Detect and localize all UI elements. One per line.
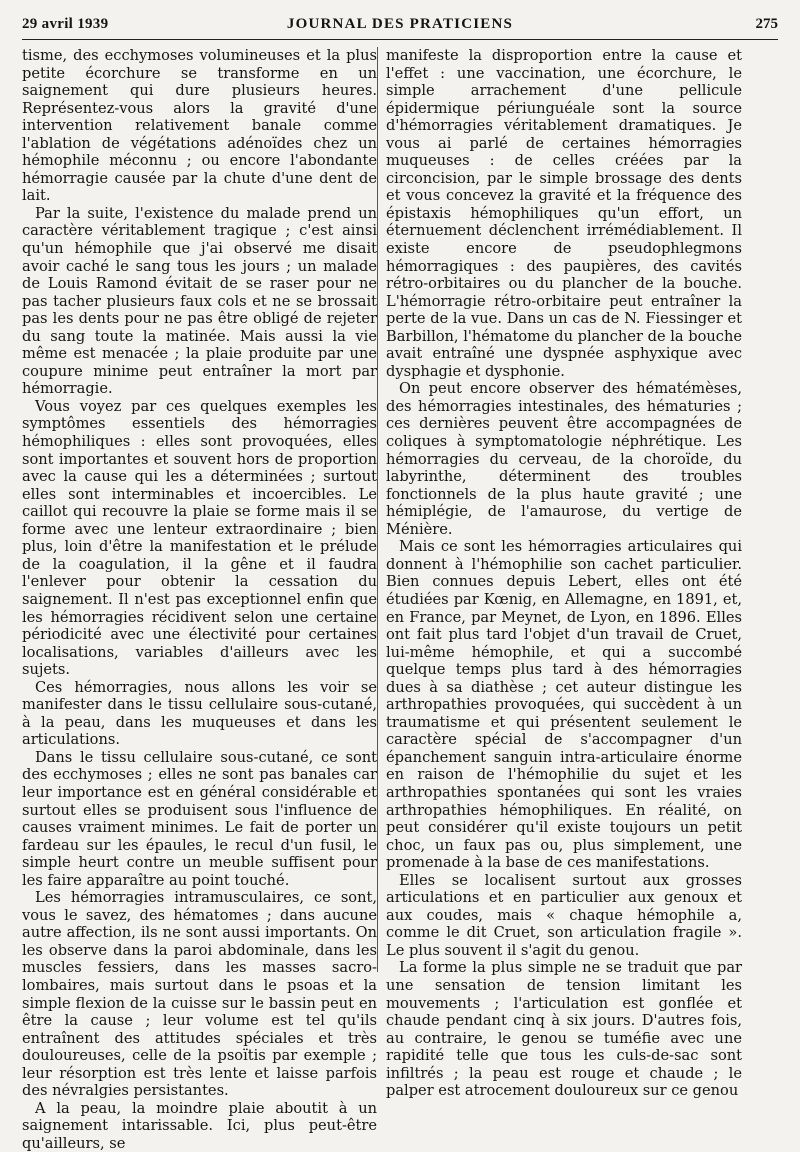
paragraph: Les hémorragies intramusculaires, ce sont, vous le savez, des hématomes ; dans aucune autre affection, ils ne sont aussi importants. On les observe dans la paroi abdominale, dans les muscles fessiers, dans les masses sacro-lombaires, mais surtout dans le psoas et la simple flexion de la cuisse sur le bassin peut en être la cause ; leur volume est tel qu'ils entraînent des attitudes spéciales et très douloureuses, celle de la psoïtis par exemple ; leur résorption est très lente et laisse parfois des névralgies persistantes. <box>22 889 377 1100</box>
paragraph: Par la suite, l'existence du malade prend un caractère véritablement tragique ; c'est ainsi qu'un hémophile que j'ai observé me disait avoir caché le sang tous les jours ; un malade de Louis Ramond évitait de se raser pour ne pas tacher plusieurs faux cols et ne se brossait pas les dents pour ne pas être obligé de rejeter du sang toute la matinée. Mais aussi la vie même est menacée ; la plaie produite par une coupure minime peut entraîner la mort par hémorragie. <box>22 204 377 398</box>
paragraph: Dans le tissu cellulaire sous-cutané, ce sont des ecchymoses ; elles ne sont pas banales car leur importance est en général considérable et surtout elles se produisent sous l'influence de causes vraiment minimes. Le fait de porter un fardeau sur les épaules, le recul d'un fusil, le simple heurt contre un meuble suffisent pour les faire apparaître au point touché. <box>22 748 377 889</box>
header-date: 29 avril 1939 <box>22 16 109 32</box>
page-header <box>22 14 778 36</box>
paragraph: Elles se localisent surtout aux grosses articulations et en particulier aux genoux et aux coudes, mais « chaque hémophile a, comme le dit Cruet, son articulation fragile ». Le plus souvent il s'agit du genou. <box>386 871 742 959</box>
paragraph: tisme, des ecchymoses volumineuses et la plus petite écorchure se transforme en un saignement qui dure plusieurs heures. Représentez-vous alors la gravité d'une intervention relativement banale comme l'ablation de végétations adénoïdes chez un hémophile méconnu ; ou encore l'abondante hémorragie causée par la chute d'une dent de lait. <box>22 47 377 205</box>
left-column <box>22 47 377 1152</box>
journal-title: JOURNAL DES PRATICIENS <box>286 16 514 32</box>
paragraph: On peut encore observer des hématémèses, des hémorragies intestinales, des hématuries ; ces dernières peuvent être accompagnées de coliques à symptomatologie néphrétique. Les hémorragies du cerveau, de la choroïde, du labyrinthe, déterminent des troubles fonctionnels de la plus haute gravité ; une hémiplégie, de l'amaurose, du vertige de Ménière. <box>386 380 742 538</box>
right-column <box>386 47 742 1100</box>
header-rule <box>22 39 778 40</box>
paragraph: Ces hémorragies, nous allons les voir se manifester dans le tissu cellulaire sous-cutané, à la peau, dans les muqueuses et dans les articulations. <box>22 678 377 749</box>
page-number: 275 <box>755 16 778 32</box>
paragraph: Vous voyez par ces quelques exemples les symptômes essentiels des hémorragies hémophiliques : elles sont provoquées, elles sont importantes et souvent hors de proportion avec la cause qui les a déterminées ; surtout elles sont interminables et incoercibles. Le caillot qui recouvre la plaie se forme mais il se forme avec une lenteur extraordinaire ; bien plus, loin d'être la manifestation et le prélude de la coagulation, il la gêne et il faudra l'enlever pour obtenir la cessation du saignement. Il n'est pas exceptionnel enfin que les hémorragies récidivent selon une certaine périodicité avec une électivité pour certaines localisations, variables d'ailleurs avec les sujets. <box>22 397 377 679</box>
paragraph: La forme la plus simple ne se traduit que par une sensation de tension limitant les mouvements ; l'articulation est gonflée et chaude pendant cinq à six jours. D'autres fois, au contraire, le genou se tuméfie avec une rapidité telle que tous les culs-de-sac sont infiltrés ; la peau est rouge et chaude ; le palper est atrocement douloureux sur ce genou <box>386 959 742 1100</box>
paragraph: manifeste la disproportion entre la cause et l'effet : une vaccination, une écorchure, le simple arrachement d'une pellicule épidermique périunguéale sont la source d'hémorragies véritablement dramatiques. Je vous ai parlé de certaines hémorragies muqueuses : de celles créées par la circoncision, par le simple brossage des dents et vous concevez la gravité et la fréquence des épistaxis hémophiliques qu'un effort, un éternuement déclenchent irrémédiablement. Il existe encore de pseudophlegmons hémorragiques : des paupières, des cavités rétro-orbitaires ou du plancher de la bouche. L'hémorragie rétro-orbitaire peut entraîner la perte de la vue. Dans un cas de N. Fiessinger et Barbillon, l'hématome du plancher de la bouche avait entraîné une dyspnée asphyxique avec dysphagie et dysphonie. <box>386 47 742 380</box>
paragraph: Mais ce sont les hémorragies articulaires qui donnent à l'hémophilie son cachet particulier. Bien connues depuis Lebert, elles ont été étudiées par Kœnig, en Allemagne, en 1891, et, en France, par Meynet, de Lyon, en 1896. Elles ont fait plus tard l'objet d'un travail de Cruet, lui-même hémophile, et qui a succombé quelque temps plus tard à des hémorragies dues à sa diathèse ; cet auteur distingue les arthropathies provoquées, qui succèdent à un traumatisme et qui présentent seulement le caractère spécial de s'accompagner d'un épanchement sanguin intra-articulaire énorme en raison de l'hémophilie du sujet et les arthropathies spontanées qui sont les vraies arthropathies hémophiliques. En réalité, on peut considérer qu'il existe toujours un petit choc, un faux pas ou, plus simplement, une promenade à la base de ces manifestations. <box>386 538 742 872</box>
paragraph: A la peau, la moindre plaie aboutit à un saignement intarissable. Ici, plus peut-être qu'ailleurs, se <box>22 1099 377 1152</box>
column-divider <box>377 47 378 972</box>
